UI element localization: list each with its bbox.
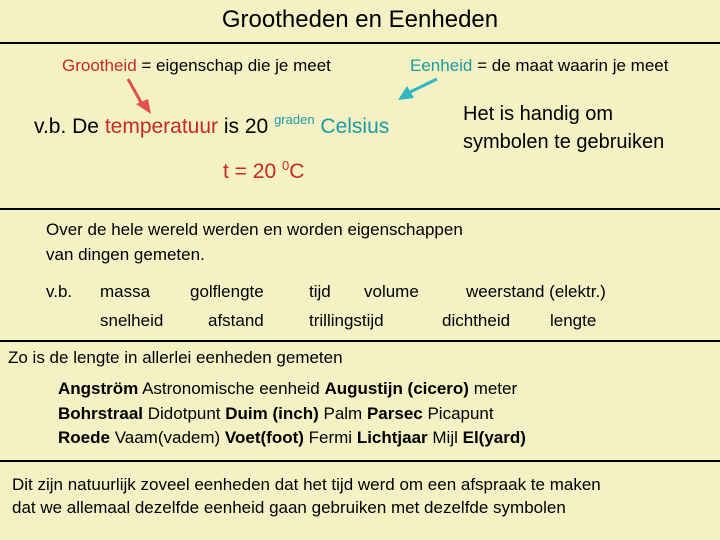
list-item: afstand — [208, 311, 264, 330]
section-rule-3 — [0, 460, 720, 462]
list-item: tijd — [309, 282, 331, 301]
unit-name: El(yard) — [462, 428, 526, 447]
unit-name: Mijl — [427, 428, 463, 447]
units-line-3 — [58, 428, 526, 448]
examples-prefix: v.b. — [46, 282, 73, 301]
units-line-2 — [58, 404, 494, 424]
teal-arrow-icon — [398, 79, 437, 100]
unit-name: Didotpunt — [143, 404, 226, 423]
example-prefix: v.b. De — [34, 115, 105, 138]
grootheid-word: Grootheid — [62, 56, 137, 75]
list-item: snelheid — [100, 311, 164, 330]
example-sentence — [34, 112, 390, 139]
unit-name: Roede — [58, 428, 110, 447]
list-item: weerstand (elektr.) — [466, 282, 606, 301]
world-text-line-1: Over de hele wereld werden en worden eigenschappen — [46, 220, 463, 239]
unit-name: Palm — [318, 404, 367, 423]
formula-rest: = 20 — [228, 160, 282, 183]
example-unit: Celsius — [314, 115, 390, 138]
list-item: massa — [100, 282, 151, 301]
length-intro: Zo is de lengte in allerlei eenheden gemeten — [8, 348, 343, 367]
conclusion-line-2: dat we allemaal dezelfde eenheid gaan gebruiken met dezelfde symbolen — [12, 498, 566, 517]
world-text-line-2: van dingen gemeten. — [46, 245, 205, 264]
grootheid-rest: = eigenschap die je meet — [136, 56, 331, 75]
list-item: lengte — [550, 311, 597, 330]
list-item: trillingstijd — [309, 311, 384, 330]
unit-name: Duim (inch) — [225, 404, 319, 423]
eenheid-word: Eenheid — [410, 56, 473, 75]
formula-symbol: t — [223, 160, 229, 183]
list-item: volume — [364, 282, 419, 301]
unit-name: Augustijn (cicero) — [324, 379, 469, 398]
handy-note-line-1: Het is handig om — [463, 103, 614, 125]
formula-unit: C — [289, 160, 305, 183]
unit-name: Angström — [58, 379, 139, 398]
unit-name: Bohrstraal — [58, 404, 144, 423]
conclusion-line-1: Dit zijn natuurlijk zoveel eenheden dat het tijd werd om een afspraak te maken — [12, 475, 601, 494]
unit-name: Astronomische eenheid — [138, 379, 325, 398]
section-rule-1 — [0, 208, 720, 210]
formula-sup: 0 — [281, 158, 290, 173]
eenheid-rest: = de maat waarin je meet — [472, 56, 669, 75]
unit-name: meter — [468, 379, 518, 398]
unit-name: Vaam(vadem) — [109, 428, 225, 447]
unit-name: Voet(foot) — [224, 428, 304, 447]
unit-name: Lichtjaar — [356, 428, 428, 447]
example-middle: is 20 — [218, 115, 275, 138]
list-item: dichtheid — [442, 311, 511, 330]
unit-name: Parsec — [366, 404, 423, 423]
example-formula — [223, 160, 304, 184]
page-title: Grootheden en Eenheden — [221, 6, 499, 33]
unit-name: Picapunt — [422, 404, 494, 423]
example-unit-sup: graden — [274, 112, 315, 127]
units-line-1 — [58, 379, 517, 399]
list-item: golflengte — [190, 282, 264, 301]
example-quantity: temperatuur — [104, 115, 219, 138]
handy-note-line-2: symbolen te gebruiken — [463, 131, 665, 153]
red-arrow-icon — [128, 79, 151, 114]
section-rule-2 — [0, 340, 720, 342]
unit-name: Fermi — [303, 428, 357, 447]
